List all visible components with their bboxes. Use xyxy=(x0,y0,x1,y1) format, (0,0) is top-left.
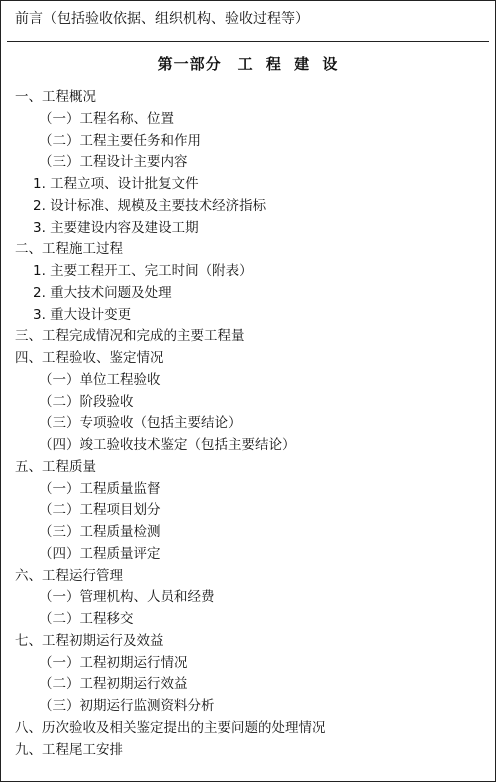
numbered-item: 3. 主要建设内容及建设工期 xyxy=(33,219,199,236)
part-title: 第一部分 工 程 建 设 xyxy=(157,55,339,73)
section-heading: 七、工程初期运行及效益 xyxy=(15,632,164,649)
subsection-item: （二）工程主要任务和作用 xyxy=(39,132,201,149)
subsection-item: （二）工程项目划分 xyxy=(39,502,161,519)
section-heading: 三、工程完成情况和完成的主要工程量 xyxy=(15,328,245,345)
section-heading: 五、工程质量 xyxy=(15,458,96,475)
preface-header xyxy=(7,9,489,42)
preface-text: 前言（包括验收依据、组织机构、验收过程等） xyxy=(15,11,309,27)
subsection-item: （三）专项验收（包括主要结论） xyxy=(39,415,242,432)
subsection-item: （四）竣工验收技术鉴定（包括主要结论） xyxy=(39,437,296,453)
section-heading: 四、工程验收、鉴定情况 xyxy=(15,350,164,366)
subsection-item: （一）工程质量监督 xyxy=(39,480,161,497)
subsection-item: （一）管理机构、人员和经费 xyxy=(39,589,215,606)
subsection-item: （三）工程质量检测 xyxy=(39,524,161,540)
subsection-item: （一）工程初期运行情况 xyxy=(39,654,188,671)
subsection-item: （四）工程质量评定 xyxy=(39,545,161,562)
subsection-item: （二）工程初期运行效益 xyxy=(39,676,188,693)
subsection-item: （三）工程设计主要内容 xyxy=(39,154,188,171)
numbered-item: 2. 设计标准、规模及主要技术经济指标 xyxy=(33,197,267,214)
section-heading: 九、工程尾工安排 xyxy=(15,741,123,758)
numbered-item: 3. 重大设计变更 xyxy=(33,306,132,323)
section-heading: 八、历次验收及相关鉴定提出的主要问题的处理情况 xyxy=(15,719,326,736)
section-heading: 二、工程施工过程 xyxy=(15,241,123,258)
subsection-item: （二）工程移交 xyxy=(39,611,134,627)
numbered-item: 1. 工程立项、设计批复文件 xyxy=(33,176,199,192)
subsection-item: （一）工程名称、位置 xyxy=(39,110,174,127)
section-heading: 一、工程概况 xyxy=(15,89,96,105)
subsection-item: （二）阶段验收 xyxy=(39,393,134,410)
subsection-item: （三）初期运行监测资料分析 xyxy=(39,698,215,714)
subsection-item: （一）单位工程验收 xyxy=(39,371,161,388)
section-heading: 六、工程运行管理 xyxy=(15,567,123,584)
numbered-item: 1. 主要工程开工、完工时间（附表） xyxy=(33,263,253,279)
numbered-item: 2. 重大技术问题及处理 xyxy=(33,284,172,301)
